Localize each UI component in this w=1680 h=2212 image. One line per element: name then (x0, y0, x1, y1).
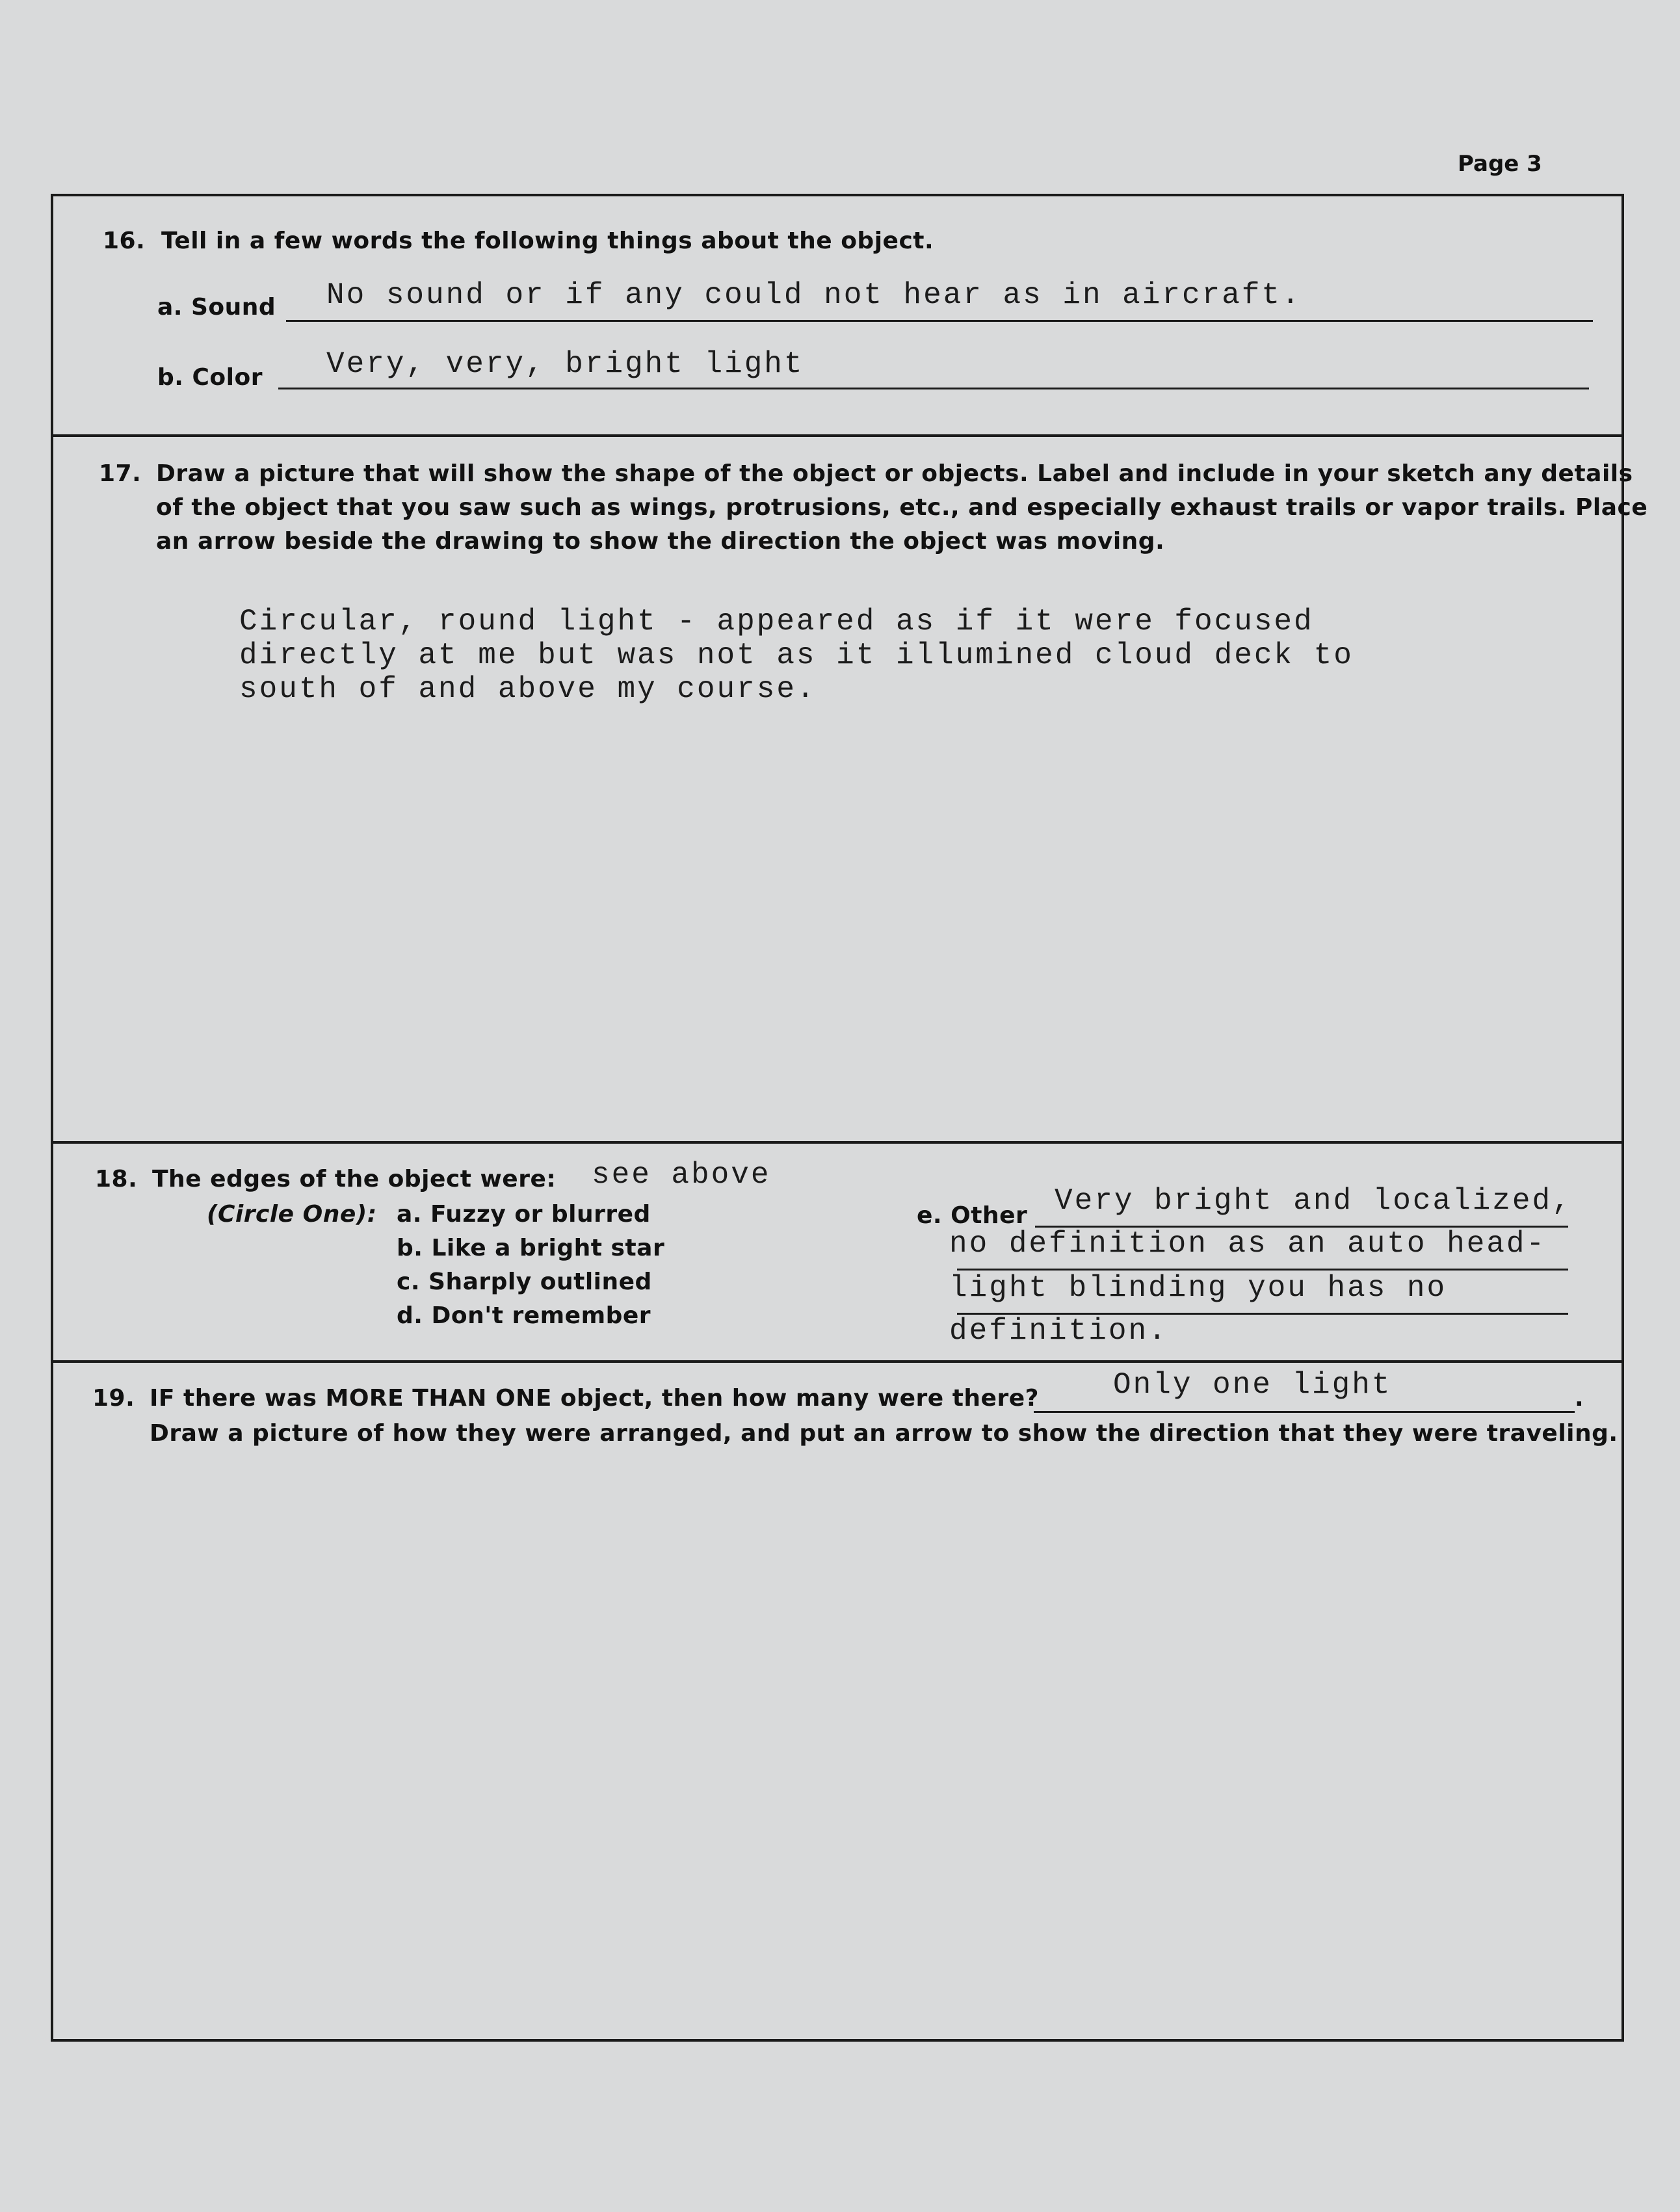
q18-answer: see above (592, 1158, 771, 1192)
q18-option-b: b. Like a bright star (397, 1235, 665, 1261)
report-form (51, 194, 1648, 2042)
q18-other-value-2: no definition as an auto head- (949, 1227, 1547, 1261)
q19-prompt: IF there was MORE THAN ONE object, then how many were there? (150, 1385, 1040, 1412)
q19-answer: Only one light (1113, 1368, 1392, 1402)
q17-number: 17. (99, 460, 142, 487)
q18-other-value-4: definition. (949, 1314, 1168, 1348)
q18-number: 18. (95, 1166, 138, 1192)
q17-answer-line-1: Circular, round light - appeared as if it were focused (239, 605, 1314, 639)
q17-prompt-line-2: of the object that you saw such as wings, protrusions, etc., and especially exhaust trails or vapor trails. Place (156, 494, 1648, 521)
q16-prompt: Tell in a few words the following things about the object. (161, 228, 934, 254)
q18-other-label: e. Other (917, 1202, 1028, 1229)
q18-other-value-1: Very bright and localized, (1055, 1184, 1572, 1218)
q18-other-value-3: light blinding you has no (949, 1271, 1447, 1305)
q19-number: 19. (92, 1385, 135, 1412)
q19-period: . (1575, 1385, 1584, 1412)
q18-circle-one: (Circle One): (207, 1201, 377, 1228)
q18-other-line-2 (957, 1269, 1568, 1271)
question-16 (53, 196, 1621, 434)
page-number: Page 3 (1458, 151, 1542, 177)
q16-color-label: b. Color (157, 364, 263, 391)
q16-sound-line (286, 320, 1593, 322)
q18-option-c: c. Sharply outlined (397, 1269, 652, 1295)
q16-color-line (278, 388, 1589, 389)
q16-sound-value: No sound or if any could not hear as in aircraft. (326, 278, 1302, 312)
q17-prompt-line-1: Draw a picture that will show the shape of the object or objects. Label and include in your sketch any details (156, 460, 1633, 487)
question-19 (53, 1360, 1621, 2039)
q17-answer (239, 605, 1354, 706)
q16-color-value: Very, very, bright light (326, 347, 804, 381)
q18-prompt: The edges of the object were: (152, 1166, 557, 1192)
question-17 (53, 434, 1648, 1141)
q17-prompt-line-3: an arrow beside the drawing to show the direction the object was moving. (156, 528, 1165, 555)
q18-option-d: d. Don't remember (397, 1302, 651, 1329)
q17-answer-line-2: directly at me but was not as it illumined cloud deck to (239, 639, 1354, 672)
q19-prompt-2: Draw a picture of how they were arranged, and put an arrow to show the direction that they were traveling. (150, 1420, 1618, 1447)
q16-sound-label: a. Sound (157, 294, 276, 321)
q17-answer-line-3: south of and above my course. (239, 672, 817, 706)
q18-option-a: a. Fuzzy or blurred (397, 1201, 651, 1228)
q16-number: 16. (103, 228, 146, 254)
q19-answer-line (1034, 1411, 1575, 1413)
question-18 (53, 1141, 1621, 1360)
